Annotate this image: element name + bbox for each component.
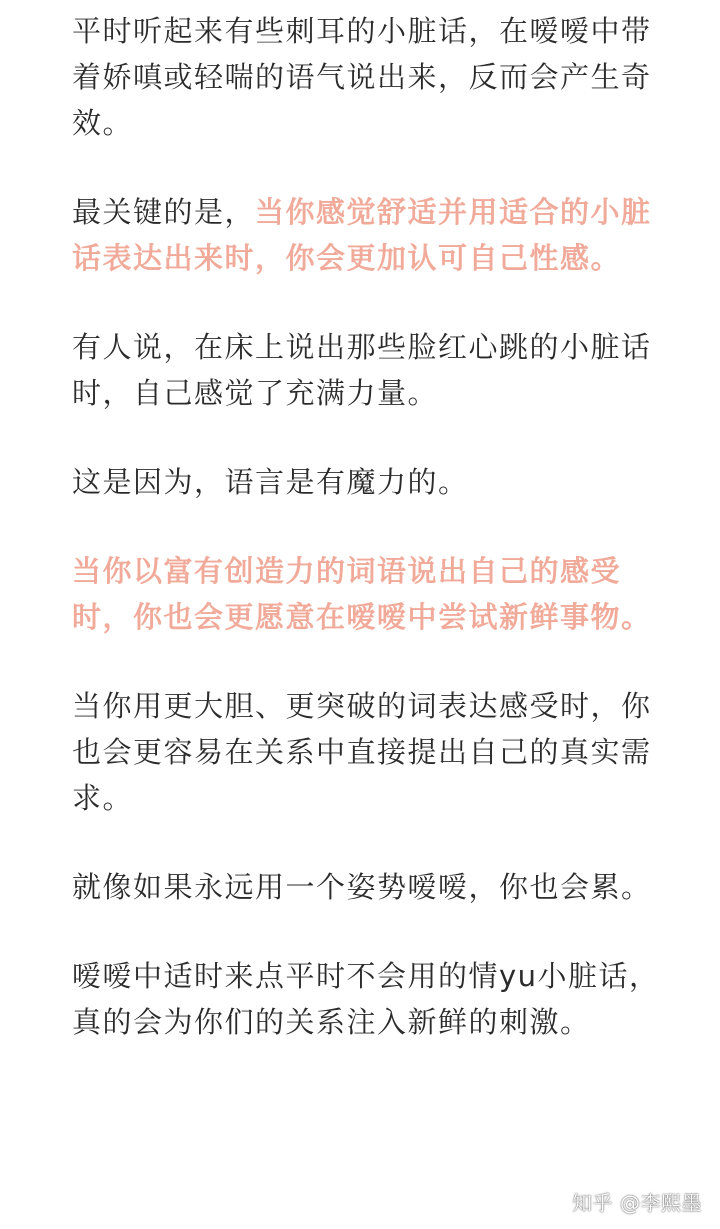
paragraph-7: 就像如果永远用一个姿势嗳嗳，你也会累。 <box>72 870 652 904</box>
paragraph-6: 当你用更大胆、更突破的词表达感受时，你也会更容易在关系中直接提出自己的真实需求。 <box>72 689 652 815</box>
paragraph-3: 有人说，在床上说出那些脸红心跳的小脏话时，自己感觉了充满力量。 <box>72 330 652 410</box>
zhihu-watermark: 知乎 @李熙墨 <box>572 1191 702 1215</box>
paragraph-8: 嗳嗳中适时来点平时不会用的情yu小脏话，真的会为你们的关系注入新鲜的刺激。 <box>72 959 660 1039</box>
paragraph-2 <box>72 189 662 281</box>
paragraph-2-lead: 最关键的是， <box>72 195 256 229</box>
paragraph-5-highlight: 当你以富有创造力的词语说出自己的感受时，你也会更愿意在嗳嗳中尝试新鲜事物。 <box>72 554 652 634</box>
paragraph-1: 平时听起来有些刺耳的小脏话，在嗳嗳中带着娇嗔或轻喘的语气说出来，反而会产生奇效。 <box>72 14 652 140</box>
paragraph-2-highlight: 当你感觉舒适并用适合的小脏话表达出来时，你会更加认可自己性感。 <box>72 195 652 275</box>
paragraph-4: 这是因为，语言是有魔力的。 <box>72 465 469 499</box>
article-body <box>72 8 662 1088</box>
